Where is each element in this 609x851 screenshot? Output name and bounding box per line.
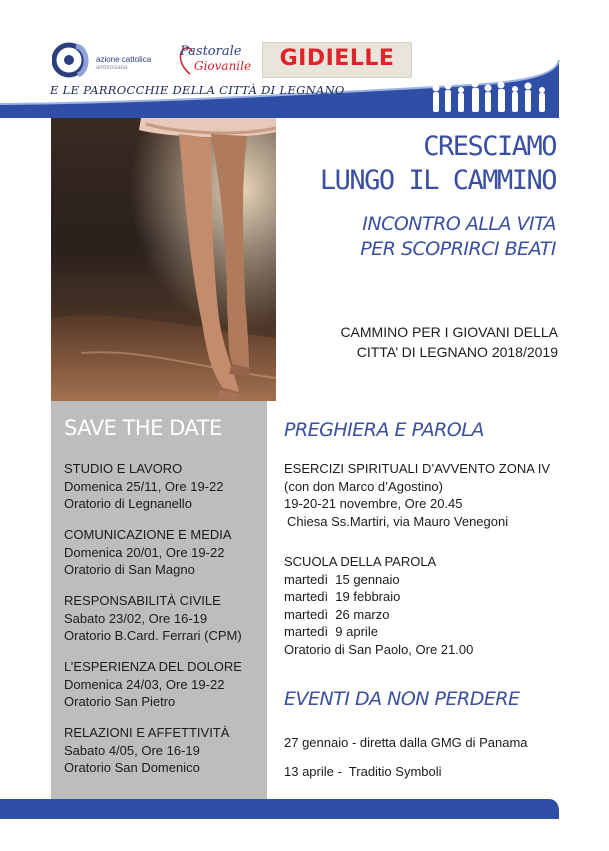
event-title: RELAZIONI E AFFETTIVITÀ (64, 725, 230, 740)
ac-name: azione cattolica (96, 55, 152, 64)
scuola-date: martedì 26 marzo (284, 606, 390, 622)
event-when: Domenica 24/03, Ore 19-22 (64, 676, 225, 692)
save-the-date-panel (51, 401, 267, 799)
scuola-date: martedì 15 gennaio (284, 571, 400, 587)
event-item (64, 526, 232, 579)
event-item (64, 724, 229, 777)
esercizi-line: (con don Marco d’Agostino) (284, 478, 443, 494)
intro-line1: CAMMINO PER I GIOVANI DELLA (340, 324, 558, 340)
event-title: COMUNICAZIONE E MEDIA (64, 527, 232, 542)
event-title: RESPONSABILITÀ CIVILE (64, 593, 221, 608)
pastorale-giovanile-logo (176, 40, 258, 80)
event-item (64, 592, 242, 645)
subtitle-line1: INCONTRO ALLA VITA (362, 213, 556, 235)
esercizi-line: Chiesa Ss.Martiri, via Mauro Venegoni (287, 513, 509, 529)
intro-line2: CITTA’ DI LEGNANO 2018/2019 (356, 344, 558, 360)
ac-subname: ambrosiana (96, 65, 128, 71)
esercizi-line: 19-20-21 novembre, Ore 20.45 (284, 496, 463, 511)
scuola-title: SCUOLA DELLA PAROLA (284, 554, 437, 569)
ac-mark-icon (52, 40, 92, 80)
event-when: Domenica 25/11, Ore 19-22 (64, 478, 224, 494)
scuola-date: martedì 9 aprile (284, 624, 378, 639)
event-where: Oratorio San Pietro (64, 694, 176, 709)
main-title-line1: CRESCIAMO (423, 131, 556, 162)
eventi-item: 27 gennaio - diretta dalla GMG di Panama (284, 735, 528, 750)
gidielle-wordmark: GIDIELLE (279, 46, 395, 71)
event-where: Oratorio di San Magno (64, 562, 195, 577)
preghiera-heading: PREGHIERA E PAROLA (284, 419, 484, 441)
azione-cattolica-logo (52, 40, 172, 80)
event-where: Oratorio B.Card. Ferrari (CPM) (64, 628, 242, 643)
event-when: Sabato 23/02, Ore 16-19 (64, 610, 208, 626)
pg-text-bottom: Giovanile (194, 59, 252, 73)
event-title: L’ESPERIENZA DEL DOLORE (64, 659, 242, 674)
people-silhouettes-icon (428, 78, 558, 118)
bottom-bar (0, 799, 609, 851)
scuola-block (284, 553, 473, 658)
eventi-item: 13 aprile - Traditio Symboli (284, 764, 442, 779)
subtitle-line2: PER SCOPRIRCI BEATI (360, 238, 556, 260)
event-when: Domenica 20/01, Ore 19-22 (64, 544, 225, 560)
event-item (64, 460, 223, 513)
title-block (290, 130, 556, 262)
scuola-date: martedì 19 febbraio (284, 589, 401, 604)
event-item (64, 658, 242, 711)
parishes-tagline: E LE PARROCCHIE DELLA CITTÀ DI LEGNANO (50, 83, 345, 97)
event-when: Sabato 4/05, Ore 16-19 (64, 742, 200, 758)
event-title: STUDIO E LAVORO (64, 461, 183, 476)
esercizi-line: ESERCIZI SPIRITUALI D’AVVENTO ZONA IV (284, 461, 551, 476)
esercizi-block (284, 460, 550, 530)
main-title-line2: LUNGO IL CAMMINO (319, 165, 556, 196)
event-where: Oratorio San Domenico (64, 760, 200, 775)
walking-legs-photo (51, 118, 276, 401)
walking-legs-illustration (51, 118, 276, 401)
header (0, 0, 609, 118)
pg-text-top: Pastorale (180, 44, 242, 59)
eventi-heading: EVENTI DA NON PERDERE (284, 688, 520, 710)
intro-text (292, 322, 558, 362)
gidielle-logo (262, 42, 412, 78)
scuola-place: Oratorio di San Paolo, Ore 21.00 (284, 641, 474, 657)
save-the-date-heading: SAVE THE DATE (64, 416, 222, 440)
event-where: Oratorio di Legnanello (64, 496, 192, 511)
